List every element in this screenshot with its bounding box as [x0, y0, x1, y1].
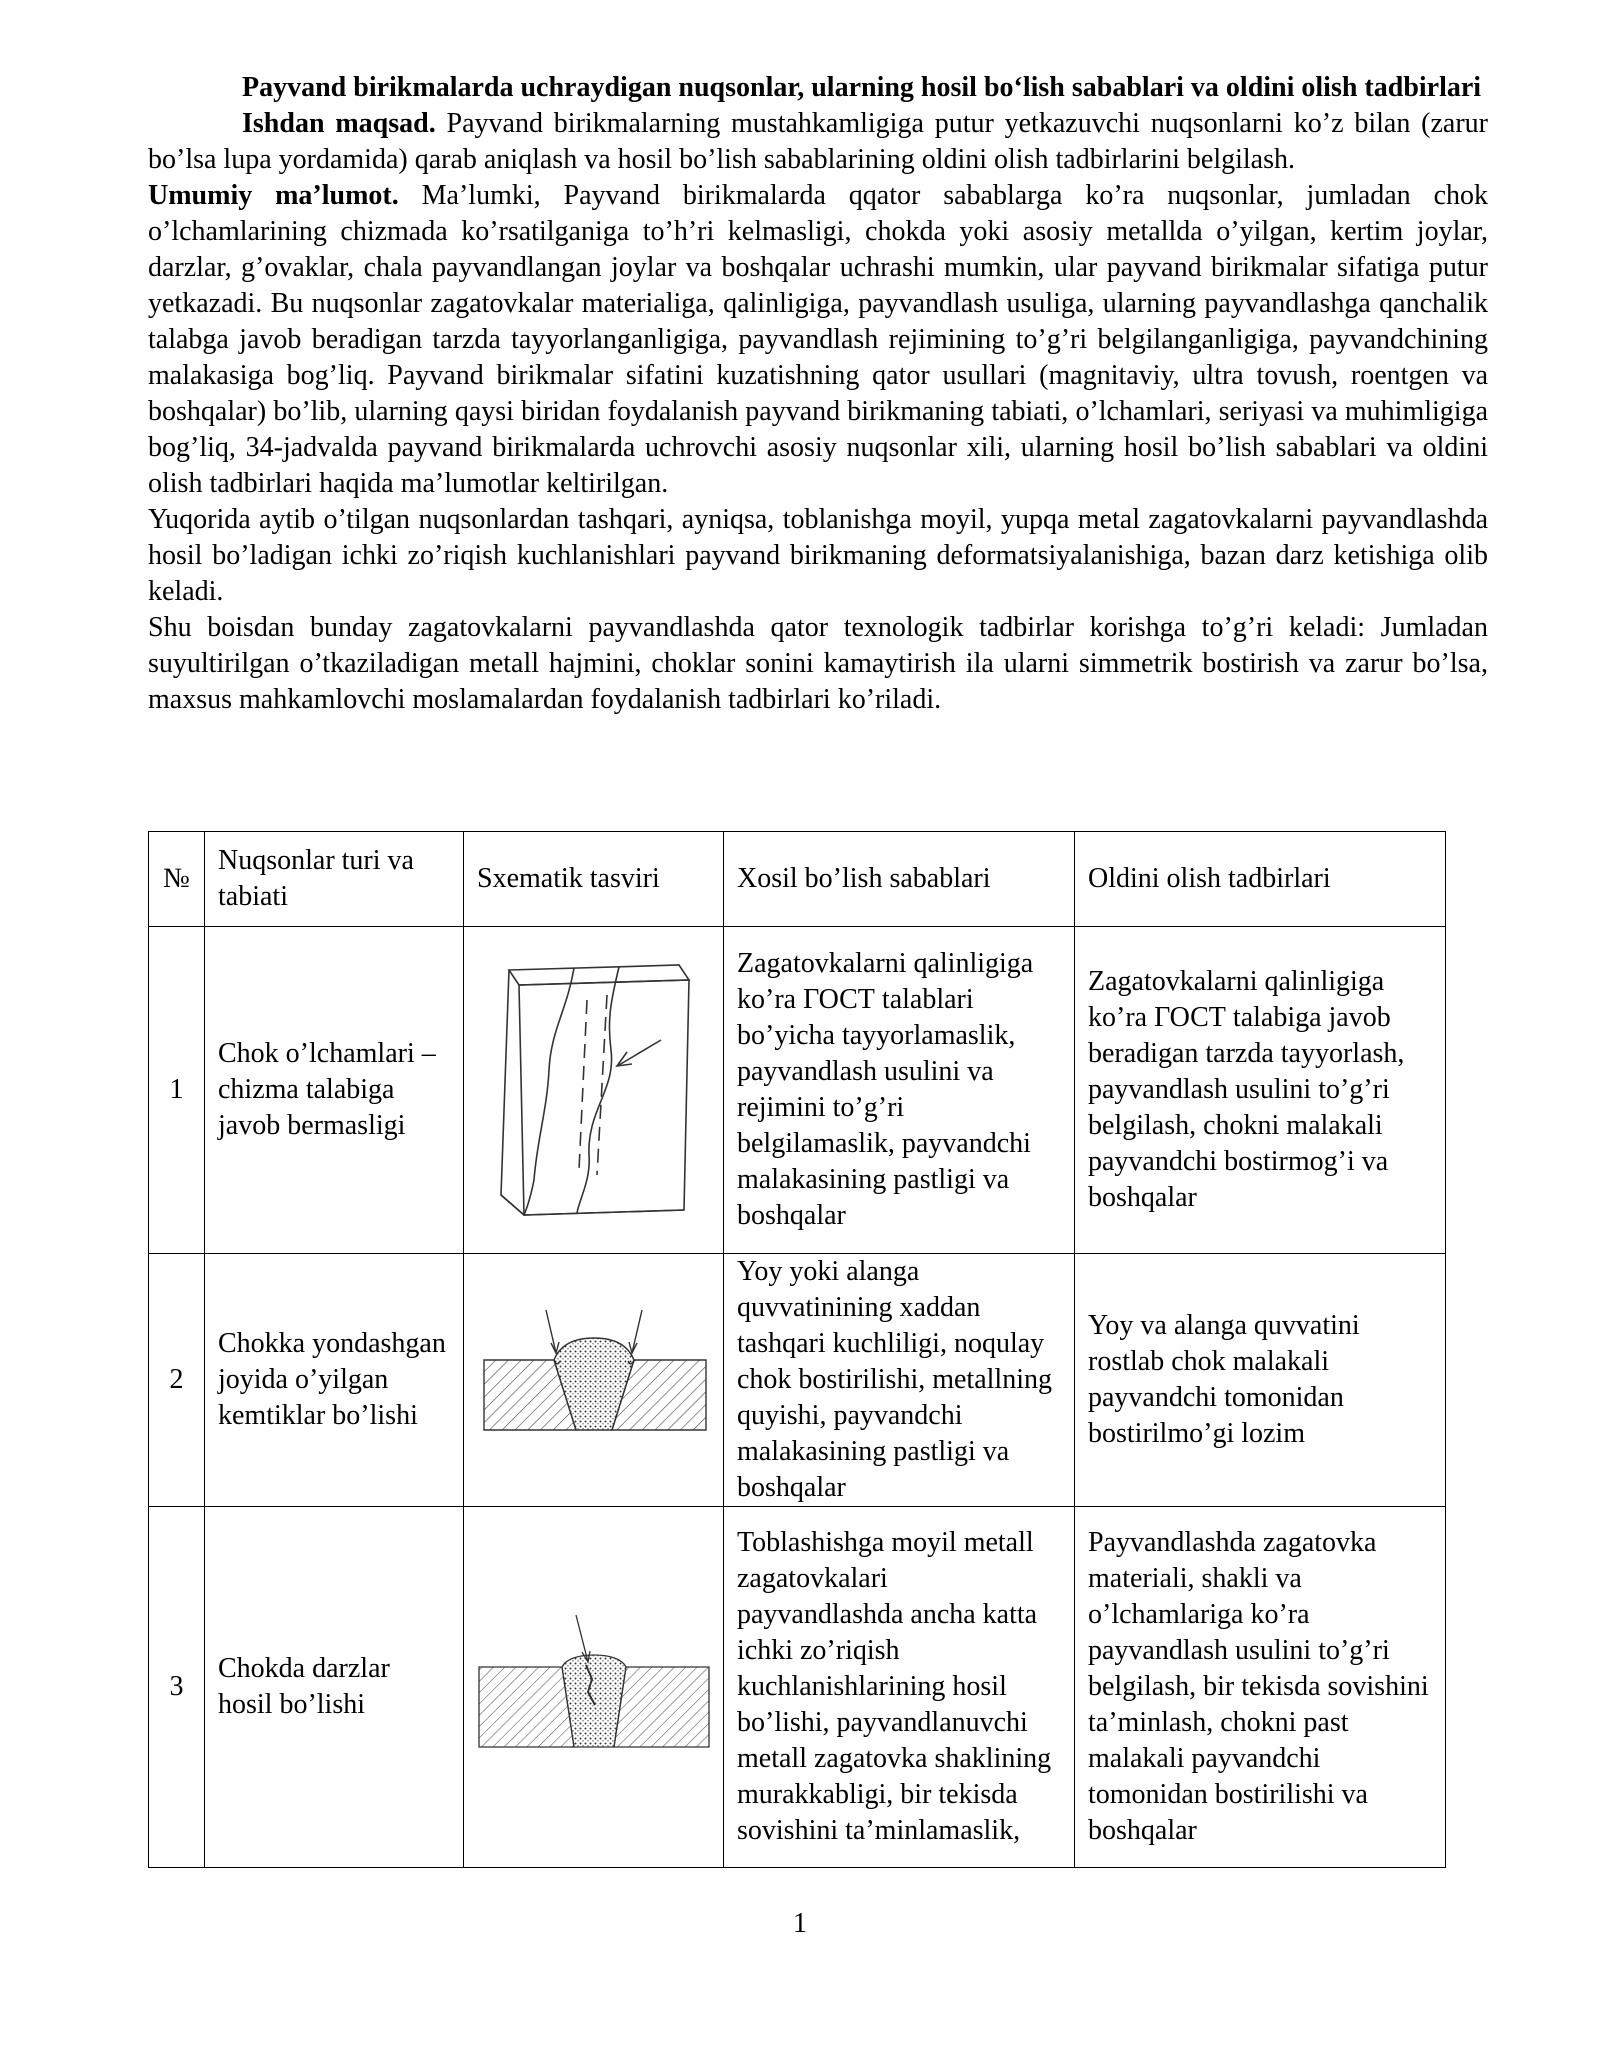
aim-paragraph [148, 106, 1488, 178]
header-number: № [149, 832, 205, 927]
header-prevention: Oldini olish tadbirlari [1075, 832, 1446, 927]
row-number: 1 [149, 927, 205, 1254]
defect-prevention: Zagatovkalarni qalinligiga ko’ra ГОСТ talabiga javob beradigan tarzda tayyorlash, payvandlash usulini to’g’ri belgilash, chokni malakali payvandchi bostirmog’i va boshqalar [1075, 927, 1446, 1254]
document-title: Payvand birikmalarda uchraydigan nuqsonlar, ularning hosil bo‘lish sabablari va oldini olish tadbirlari [242, 72, 1482, 103]
schematic-cell [464, 1507, 724, 1868]
paragraph-2: Yuqorida aytib o’tilgan nuqsonlardan tashqari, ayniqsa, toblanishga moyil, yupqa metal zagatovkalarni payvandlashda hosil bo’ladigan ichki zo’riqish kuchlanishlari payvand birikmaning deformatsiyalanishiga, bazan darz ketishiga olib keladi. [148, 504, 1488, 607]
row-number: 2 [149, 1254, 205, 1507]
info-label: Umumiy ma’lumot. [148, 180, 399, 211]
aim-label: Ishdan maqsad. [242, 108, 436, 139]
row-number: 3 [149, 1507, 205, 1868]
weld-crack-section-icon [474, 1607, 714, 1767]
header-causes: Xosil bo’lish sabablari [724, 832, 1075, 927]
schematic-cell [464, 1254, 724, 1507]
paragraph-3: Shu boisdan bunday zagatovkalarni payvandlashda qator texnologik tadbirlar korishga to’g’ri keladi: Jumladan suyultirilgan o’tkaziladigan metall hajmini, choklar sonini kamaytirish ila ularni simmetrik bostirish va zarur bo’lsa, maxsus mahkamlovchi moslamalardan foydalanish tadbirlari ko’riladi. [148, 612, 1488, 715]
header-schematic: Sxematik tasviri [464, 832, 724, 927]
table-header-row [149, 832, 1446, 927]
defect-causes: Yoy yoki alanga quvvatinining xaddan tashqari kuchliligi, noqulay chok bostirilishi, metallning quyishi, payvandchi malakasining pastligi va boshqalar [724, 1254, 1075, 1507]
info-text: Ma’lumki, Payvand birikmalarda qqator sabablarga ko’ra nuqsonlar, jumladan chok o’lchamlarining chizmada ko’rsatilganiga to’h’ri kelmasligi, chokda yoki asosiy metallda o’yilgan, kertim joylar, darzlar, g’ovaklar, chala payvandlangan joylar va boshqalar uchrashi mumkin, ular payvand birikmalar sifatiga putur yetkazadi. Bu nuqsonlar zagatovkalar materialiga, qalinligiga, payvandlash usuliga, ularning payvandlashga qanchalik talabga javob beradigan tarzda tayyorlanganligiga, payvandlash rejimining to’g’ri belgilanganligiga, payvandchining malakasiga bog’liq. Payvand birikmalar sifatini kuzatishning qator usullari (magnitaviy, ultra tovush, roentgen va boshqalar) bo’lib, ularning qaysi biridan foydalanish payvand birikmaning tabiati, o’lchamlari, seriyasi va muhimligiga bog’liq, 34-jadvalda payvand birikmalarda uchrovchi asosiy nuqsonlar xili, ularning hosil bo’lish sabablari va oldini olish tadbirlari haqida ma’lumotlar keltirilgan. [148, 180, 1488, 499]
page-number: 1 [793, 1908, 807, 1939]
undercut-weld-section-icon [474, 1305, 714, 1455]
document-body [148, 70, 1488, 718]
defect-causes: Toblashishga moyil metall zagatovkalari payvandlashda ancha katta ichki zo’riqish kuchlanishlarining hosil bo’lishi, payvandlanuvchi metall zagatovka shaklining murakkabligi, bir tekisda sovishini ta’minlamaslik, [724, 1507, 1075, 1868]
table-row [149, 927, 1446, 1254]
header-defect-type: Nuqsonlar turi va tabiati [205, 832, 464, 927]
defect-type: Chokda darzlar hosil bo’lishi [205, 1507, 464, 1868]
table-row [149, 1254, 1446, 1507]
defect-type: Chok o’lchamlari – chizma talabiga javob bermasligi [205, 927, 464, 1254]
defect-causes: Zagatovkalarni qalinligiga ko’ra ГОСТ talablari bo’yicha tayyorlamaslik, payvandlash usulini va rejimini to’g’ri belgilamaslik, payvandchi malakasining pastligi va boshqalar [724, 927, 1075, 1254]
info-paragraph [148, 178, 1488, 502]
table-row [149, 1507, 1446, 1868]
defects-table [148, 831, 1446, 1868]
defect-prevention: Payvandlashda zagatovka materiali, shakli va o’lchamlariga ko’ra payvandlash usulini to’g’ri belgilash, bir tekisda sovishini ta’minlash, chokni past malakali payvandchi tomonidan bostirilishi va boshqalar [1075, 1507, 1446, 1868]
defect-type: Chokka yondashgan joyida o’yilgan kemtiklar bo’lishi [205, 1254, 464, 1507]
defect-prevention: Yoy va alanga quvvatini rostlab chok malakali payvandchi tomonidan bostirilmo’gi lozim [1075, 1254, 1446, 1507]
schematic-cell [464, 927, 724, 1254]
aim-text: Payvand birikmalarning mustahkamligiga putur yetkazuvchi nuqsonlarni ko’z bilan (zarur bo’lsa lupa yordamida) qarab aniqlash va hosil bo’lish sabablarining oldini olish tadbirlarini belgilash. [148, 108, 1488, 175]
groove-plate-sketch-icon [479, 940, 709, 1240]
